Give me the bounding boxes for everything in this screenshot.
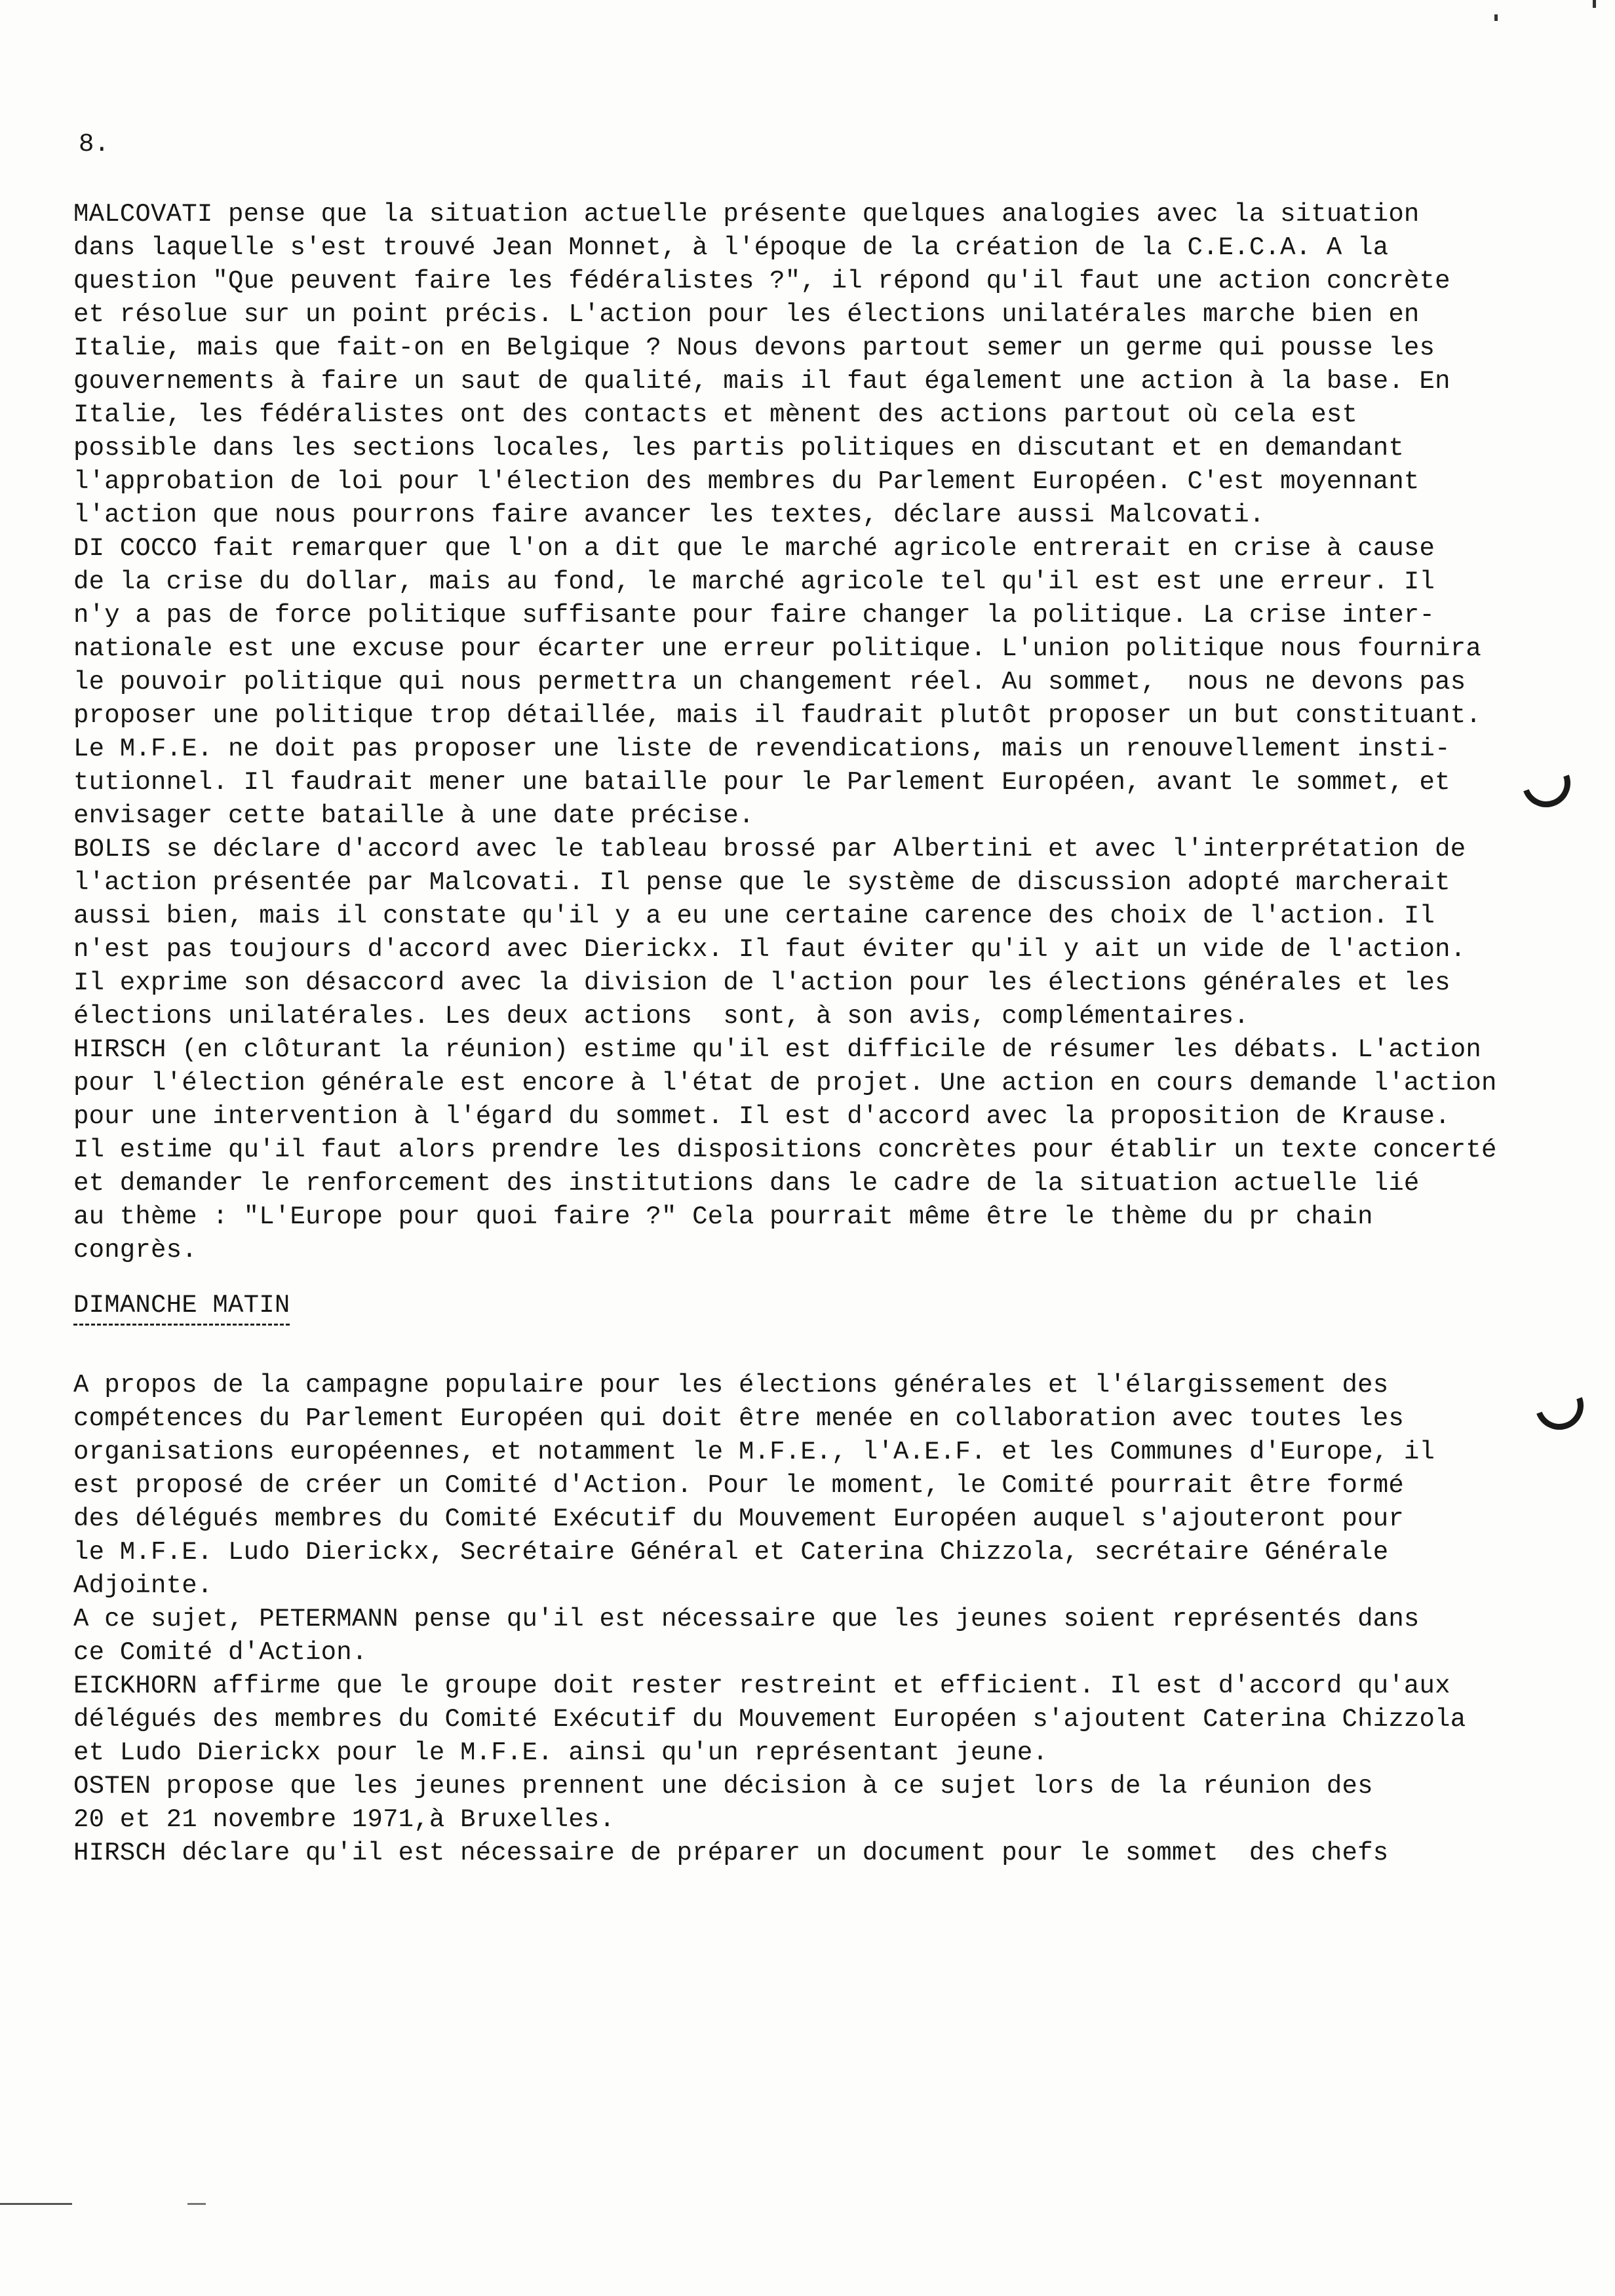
- text-line: possible dans les sections locales, les partis politiques en discutant et en demandant: [73, 434, 1404, 463]
- page-number: 8.: [79, 130, 110, 159]
- text-line: A ce sujet, PETERMANN pense qu'il est nécessaire que les jeunes soient représentés dans: [73, 1605, 1420, 1634]
- paragraph-block-sunday-morning: [73, 1369, 1574, 1870]
- text-line: des délégués membres du Comité Exécutif du Mouvement Européen auquel s'ajouteront pour: [73, 1504, 1404, 1533]
- text-line: délégués des membres du Comité Exécutif du Mouvement Européen s'ajoutent Caterina Chizzola: [73, 1705, 1466, 1734]
- text-line: BOLIS se déclare d'accord avec le tableau brossé par Albertini et avec l'interprétation de: [73, 835, 1466, 864]
- scan-speck: [1494, 14, 1498, 21]
- text-line: EICKHORN affirme que le groupe doit rester restreint et efficient. Il est d'accord qu'aux: [73, 1672, 1450, 1700]
- text-line: tutionnel. Il faudrait mener une bataille pour le Parlement Européen, avant le sommet, et: [73, 768, 1450, 797]
- text-line: gouvernements à faire un saut de qualité, mais il faut également une action à la base. En: [73, 367, 1450, 396]
- text-line: Italie, mais que fait-on en Belgique ? Nous devons partout semer un germe qui pousse les: [73, 334, 1435, 362]
- text-line: Il estime qu'il faut alors prendre les dispositions concrètes pour établir un texte concerté: [73, 1136, 1497, 1164]
- text-line: le M.F.E. Ludo Dierickx, Secrétaire Général et Caterina Chizzola, secrétaire Générale: [73, 1538, 1389, 1567]
- text-line: A propos de la campagne populaire pour les élections générales et l'élargissement des: [73, 1371, 1389, 1400]
- text-line: pour l'élection générale est encore à l'état de projet. Une action en cours demande l'action: [73, 1069, 1497, 1098]
- text-line: OSTEN propose que les jeunes prennent une décision à ce sujet lors de la réunion des: [73, 1772, 1373, 1801]
- text-line: HIRSCH (en clôturant la réunion) estime qu'il est difficile de résumer les débats. L'action: [73, 1035, 1481, 1064]
- text-line: MALCOVATI pense que la situation actuelle présente quelques analogies avec la situation: [73, 200, 1420, 229]
- text-line: question "Que peuvent faire les fédéralistes ?", il répond qu'il faut une action concrète: [73, 267, 1450, 296]
- text-line: proposer une politique trop détaillée, mais il faudrait plutôt proposer un but constituant.: [73, 701, 1481, 730]
- text-line: le pouvoir politique qui nous permettra un changement réel. Au sommet, nous ne devons pas: [73, 668, 1466, 697]
- scan-edge-mark: [187, 2203, 206, 2205]
- text-line: Adjointe.: [73, 1571, 213, 1600]
- text-line: pour une intervention à l'égard du sommet. Il est d'accord avec la proposition de Krause.: [73, 1102, 1450, 1131]
- text-line: aussi bien, mais il constate qu'il y a eu une certaine carence des choix de l'action. Il: [73, 902, 1435, 930]
- text-line: ce Comité d'Action.: [73, 1638, 368, 1667]
- text-line: élections unilatérales. Les deux actions sont, à son avis, complémentaires.: [73, 1002, 1249, 1031]
- text-line: Le M.F.E. ne doit pas proposer une liste de revendications, mais un renouvellement insti-: [73, 735, 1450, 763]
- text-line: et résolue sur un point précis. L'action pour les élections unilatérales marche bien en: [73, 300, 1420, 329]
- section-heading-container: [73, 1289, 1574, 1326]
- text-line: organisations européennes, et notamment le M.F.E., l'A.E.F. et les Communes d'Europe, il: [73, 1438, 1435, 1466]
- text-line: de la crise du dollar, mais au fond, le marché agricole tel qu'il est est une erreur. Il: [73, 567, 1435, 596]
- text-line: nationale est une excuse pour écarter une erreur politique. L'union politique nous fournira: [73, 634, 1481, 663]
- text-line: DI COCCO fait remarquer que l'on a dit que le marché agricole entrerait en crise à cause: [73, 534, 1435, 563]
- text-line: envisager cette bataille à une date précise.: [73, 801, 754, 830]
- text-line: l'action que nous pourrons faire avancer les textes, déclare aussi Malcovati.: [73, 501, 1265, 529]
- text-line: l'approbation de loi pour l'élection des membres du Parlement Européen. C'est moyennant: [73, 467, 1420, 496]
- text-line: congrès.: [73, 1236, 197, 1265]
- text-line: n'y a pas de force politique suffisante pour faire changer la politique. La crise inter-: [73, 601, 1435, 630]
- text-line: Italie, les fédéralistes ont des contacts et mènent des actions partout où cela est: [73, 400, 1358, 429]
- text-line: dans laquelle s'est trouvé Jean Monnet, à l'époque de la création de la C.E.C.A. A la: [73, 233, 1389, 262]
- text-line: HIRSCH déclare qu'il est nécessaire de préparer un document pour le sommet des chefs: [73, 1839, 1389, 1867]
- text-line: compétences du Parlement Européen qui doit être menée en collaboration avec toutes les: [73, 1404, 1404, 1433]
- scan-edge-mark: [0, 2203, 72, 2205]
- scan-speck: [1593, 0, 1596, 8]
- text-line: l'action présentée par Malcovati. Il pense que le système de discussion adopté marcherait: [73, 868, 1450, 897]
- section-heading: DIMANCHE MATIN: [73, 1289, 290, 1326]
- text-line: au thème : "L'Europe pour quoi faire ?" Cela pourrait même être le thème du pr chain: [73, 1202, 1373, 1231]
- text-line: 20 et 21 novembre 1971,à Bruxelles.: [73, 1805, 615, 1834]
- text-line: et Ludo Dierickx pour le M.F.E. ainsi qu'un représentant jeune.: [73, 1738, 1049, 1767]
- text-line: et demander le renforcement des institutions dans le cadre de la situation actuelle lié: [73, 1169, 1420, 1198]
- text-line: Il exprime son désaccord avec la division de l'action pour les élections générales et les: [73, 968, 1450, 997]
- paragraph-block-saturday-discussion: [73, 198, 1574, 1267]
- text-line: n'est pas toujours d'accord avec Dierickx. Il faut éviter qu'il y ait un vide de l'action.: [73, 935, 1466, 964]
- text-line: est proposé de créer un Comité d'Action. Pour le moment, le Comité pourrait être formé: [73, 1471, 1404, 1500]
